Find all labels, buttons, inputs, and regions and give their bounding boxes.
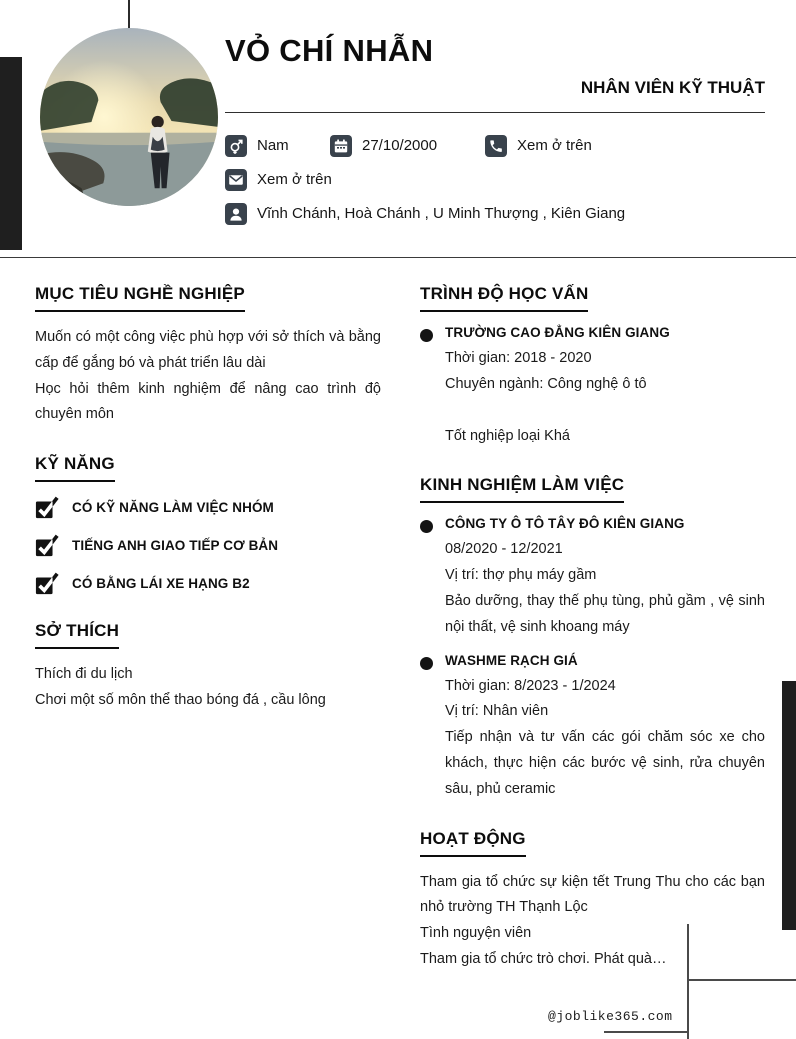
education-heading: TRÌNH ĐỘ HỌC VẤN	[420, 284, 588, 312]
address-value: Vĩnh Chánh, Hoà Chánh , U Minh Thượng , Kiên Giang	[257, 205, 626, 223]
hobby-line: Thích đi du lịch	[35, 666, 133, 683]
experience-entry	[420, 516, 765, 640]
education-entry-body	[445, 325, 765, 449]
activity-line: Tham gia tổ chức trò chơi. Phát quà…	[420, 950, 667, 967]
dob-field	[330, 135, 485, 157]
checkbox-checked-icon	[35, 495, 59, 519]
experience-period: Thời gian: 8/2023 - 1/2024	[445, 677, 616, 694]
checkbox-checked-icon	[35, 533, 59, 557]
gender-field	[225, 135, 330, 157]
dob-value: 27/10/2000	[362, 137, 438, 155]
experience-entry-body	[445, 516, 765, 640]
email-field	[225, 169, 332, 191]
job-title: NHÂN VIÊN KỸ THUẬT	[580, 77, 765, 97]
address-field	[225, 203, 625, 225]
experience-entry	[420, 653, 765, 803]
contact-row-1	[225, 135, 765, 157]
experience-entry-body	[445, 653, 765, 803]
experience-description: Tiếp nhận và tư vấn các gói chăm sóc xe cho khách, thực hiện các bước vệ sinh, rửa chuyên sâu, phủ ceramic	[445, 729, 765, 797]
skills-heading: KỸ NĂNG	[35, 454, 115, 482]
skill-label: TIẾNG ANH GIAO TIẾP CƠ BẢN	[72, 537, 279, 553]
activity-line: Tham gia tổ chức sự kiện tết Trung Thu cho các bạn nhỏ trường TH Thạnh Lộc	[420, 873, 765, 916]
address-icon	[225, 203, 247, 225]
education-entry	[420, 325, 765, 449]
objective-line: Học hỏi thêm kinh nghiệm để nâng cao trình độ chuyên môn	[35, 380, 381, 423]
education-grade: Tốt nghiệp loại Khá	[445, 427, 570, 444]
contact-row-2	[225, 169, 765, 191]
checkbox-checked-icon	[35, 571, 59, 595]
section-skills	[35, 454, 381, 595]
decorative-left-bar	[0, 57, 22, 250]
watermark: @joblike365.com	[548, 1009, 673, 1024]
left-column	[35, 284, 381, 740]
section-activities	[420, 829, 765, 973]
skill-item	[35, 495, 381, 519]
decorative-top-line	[128, 0, 130, 30]
gender-value: Nam	[257, 137, 289, 155]
education-major: Chuyên ngành: Công nghệ ô tô	[445, 375, 647, 392]
objective-line: Muốn có một công việc phù hợp với sở thích và bằng cấp để gắng bó và phát triển lâu dài	[35, 329, 381, 371]
contact-row-3	[225, 203, 765, 225]
experience-company: WASHME RẠCH GIÁ	[445, 652, 578, 668]
bullet-icon	[420, 329, 433, 342]
bullet-icon	[420, 657, 433, 670]
calendar-icon	[330, 135, 352, 157]
skill-item	[35, 533, 381, 557]
email-icon	[225, 169, 247, 191]
experience-heading: KINH NGHIỆM LÀM VIỆC	[420, 475, 624, 503]
experience-position: Vị trí: Nhân viên	[445, 703, 549, 720]
experience-company: CÔNG TY Ô TÔ TÂY ĐÔ KIÊN GIANG	[445, 516, 685, 532]
phone-icon	[485, 135, 507, 157]
section-hobbies	[35, 621, 381, 714]
right-column	[420, 284, 765, 999]
experience-period: 08/2020 - 12/2021	[445, 541, 563, 558]
activity-line: Tình nguyện viên	[420, 925, 532, 942]
bullet-icon	[420, 520, 433, 533]
hobby-line: Chơi một số môn thể thao bóng đá , cầu lông	[35, 691, 326, 708]
profile-photo	[40, 28, 218, 206]
skill-label: CÓ KỸ NĂNG LÀM VIỆC NHÓM	[72, 499, 274, 515]
hobbies-heading: SỞ THÍCH	[35, 621, 119, 649]
objective-heading: MỤC TIÊU NGHỀ NGHIỆP	[35, 284, 245, 312]
header	[225, 30, 765, 237]
profile-photo-illustration	[40, 28, 218, 206]
candidate-name: VỎ CHÍ NHẪN	[225, 33, 434, 68]
contact-block	[225, 135, 765, 225]
header-section-divider	[0, 257, 796, 258]
section-objective	[35, 284, 381, 428]
experience-position: Vị trí: thợ phụ máy gầm	[445, 567, 597, 584]
section-education	[420, 284, 765, 449]
decorative-right-bar	[782, 681, 796, 930]
experience-description: Bảo dưỡng, thay thế phụ tùng, phủ gầm , vệ sinh nội thất, vệ sinh khoang máy	[445, 592, 765, 635]
activities-heading: HOẠT ĐỘNG	[420, 829, 526, 857]
gender-icon	[225, 135, 247, 157]
education-period: Thời gian: 2018 - 2020	[445, 350, 592, 366]
email-value: Xem ở trên	[257, 171, 332, 189]
phone-field	[485, 135, 592, 157]
decorative-bottom-horizontal-line	[604, 1031, 688, 1033]
skill-item	[35, 571, 381, 595]
header-rule	[225, 112, 765, 113]
section-experience	[420, 475, 765, 802]
education-school: TRƯỜNG CAO ĐẲNG KIÊN GIANG	[445, 325, 670, 340]
skill-label: CÓ BẰNG LÁI XE HẠNG B2	[72, 575, 250, 591]
phone-value: Xem ở trên	[517, 137, 592, 155]
